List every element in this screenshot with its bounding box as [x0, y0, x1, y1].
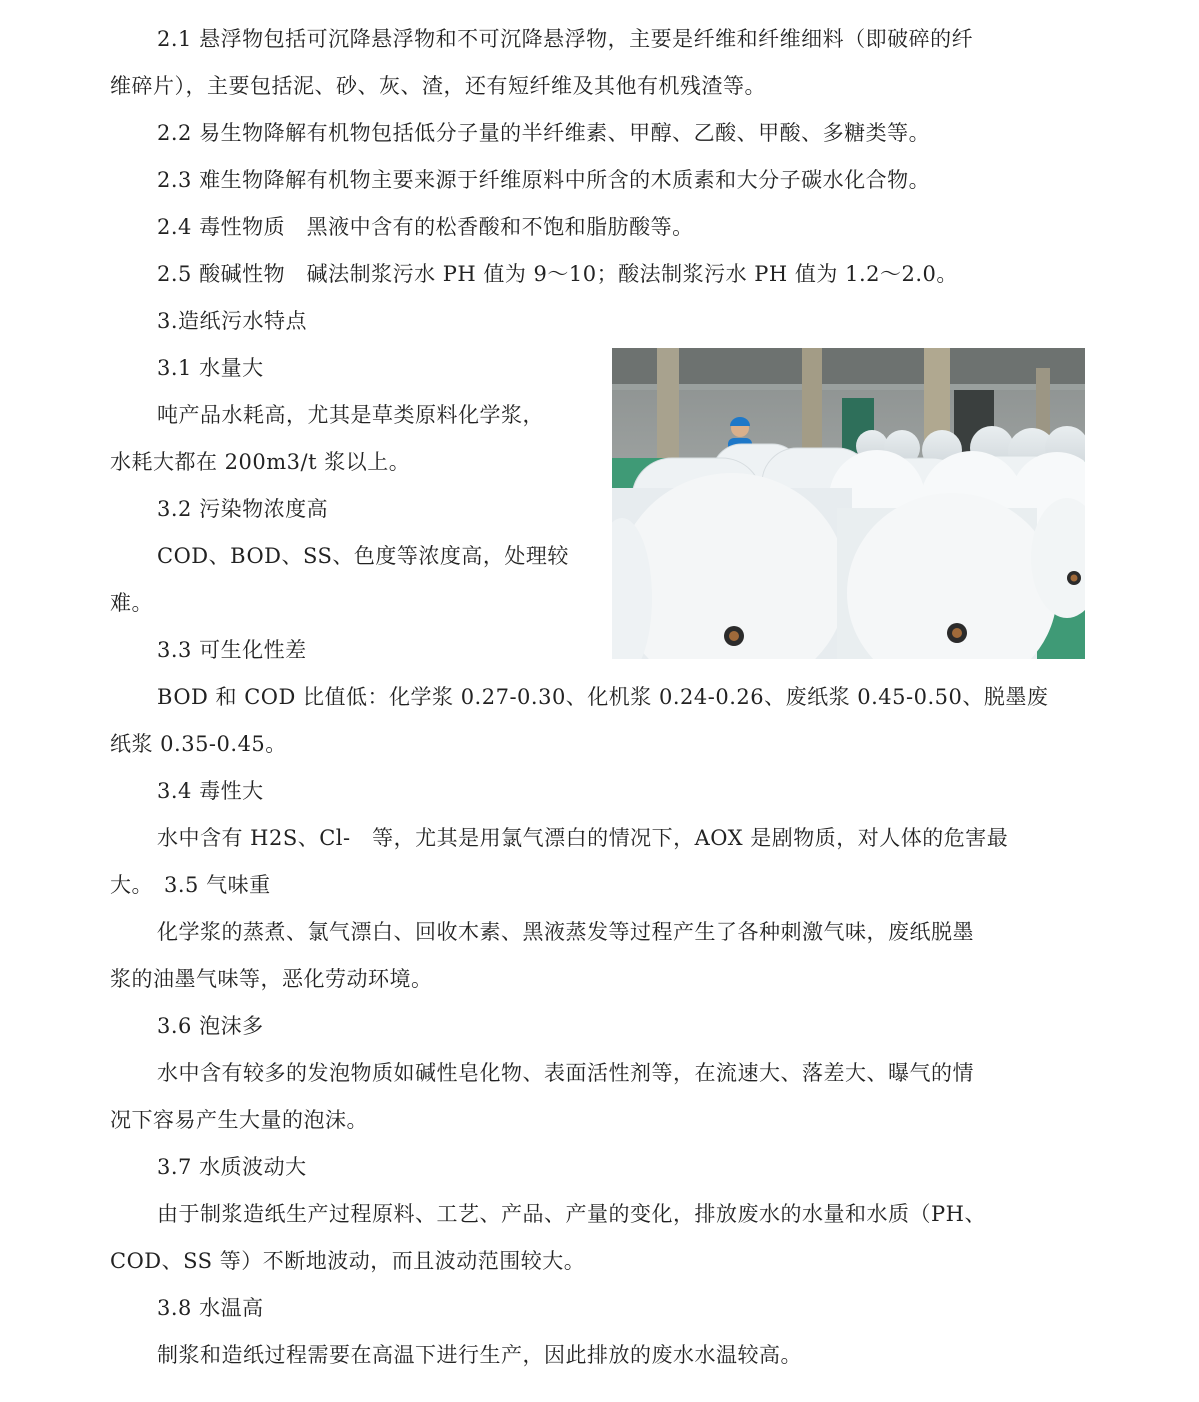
heading-3-6: 3.6 泡沫多	[157, 1014, 264, 1038]
para-3-1-line-1: 吨产品水耗高，尤其是草类原料化学浆，	[157, 403, 544, 427]
para-3-4-line-1: 水中含有 H2S、Cl- 等，尤其是用氯气漂白的情况下，AOX 是剧物质，对人体的危害最	[157, 826, 1009, 850]
para-3-6-line-1: 水中含有较多的发泡物质如碱性皂化物、表面活性剂等，在流速大、落差大、曝气的情	[157, 1061, 974, 1085]
para-2-3: 2.3 难生物降解有机物主要来源于纤维原料中所含的木质素和大分子碳水化合物。	[157, 168, 931, 192]
para-3-3-line-2: 纸浆 0.35-0.45。	[110, 732, 287, 756]
heading-3-3: 3.3 可生化性差	[157, 638, 307, 662]
para-3-8: 制浆和造纸过程需要在高温下进行生产，因此排放的废水水温较高。	[157, 1343, 802, 1367]
para-2-2: 2.2 易生物降解有机物包括低分子量的半纤维素、甲醇、乙酸、甲酸、多糖类等。	[157, 121, 931, 145]
paper-rolls-photo	[612, 348, 1085, 659]
para-3-2-line-2: 难。	[110, 591, 153, 615]
heading-3-1: 3.1 水量大	[157, 356, 264, 380]
para-3-5-line-1: 化学浆的蒸煮、氯气漂白、回收木素、黑液蒸发等过程产生了各种刺激气味，废纸脱墨	[157, 920, 974, 944]
heading-3: 3.造纸污水特点	[157, 309, 308, 333]
para-3-7-line-2: COD、SS 等）不断地波动，而且波动范围较大。	[110, 1249, 586, 1273]
para-3-1-line-2: 水耗大都在 200m3/t 浆以上。	[110, 450, 411, 474]
para-3-7-line-1: 由于制浆造纸生产过程原料、工艺、产品、产量的变化，排放废水的水量和水质（PH、	[157, 1202, 986, 1226]
heading-3-2: 3.2 污染物浓度高	[157, 497, 329, 521]
heading-3-8: 3.8 水温高	[157, 1296, 264, 1320]
para-3-3-line-1: BOD 和 COD 比值低：化学浆 0.27-0.30、化机浆 0.24-0.26、废纸浆 0.45-0.50、脱墨废	[157, 685, 1049, 709]
para-2-4: 2.4 毒性物质 黑液中含有的松香酸和不饱和脂肪酸等。	[157, 215, 694, 239]
para-3-4-line-2: 大。 3.5 气味重	[110, 873, 271, 897]
para-3-2-line-1: COD、BOD、SS、色度等浓度高，处理较	[157, 544, 569, 568]
para-2-1-line-1: 2.1 悬浮物包括可沉降悬浮物和不可沉降悬浮物，主要是纤维和纤维细料（即破碎的纤	[157, 27, 974, 51]
para-3-5-line-2: 浆的油墨气味等，恶化劳动环境。	[110, 967, 433, 991]
para-3-6-line-2: 况下容易产生大量的泡沫。	[110, 1108, 368, 1132]
heading-3-7: 3.7 水质波动大	[157, 1155, 307, 1179]
para-2-5: 2.5 酸碱性物 碱法制浆污水 PH 值为 9～10；酸法制浆污水 PH 值为 1.2～2.0。	[157, 262, 958, 286]
heading-3-4: 3.4 毒性大	[157, 779, 264, 803]
para-2-1-line-2: 维碎片），主要包括泥、砂、灰、渣，还有短纤维及其他有机残渣等。	[110, 74, 766, 98]
